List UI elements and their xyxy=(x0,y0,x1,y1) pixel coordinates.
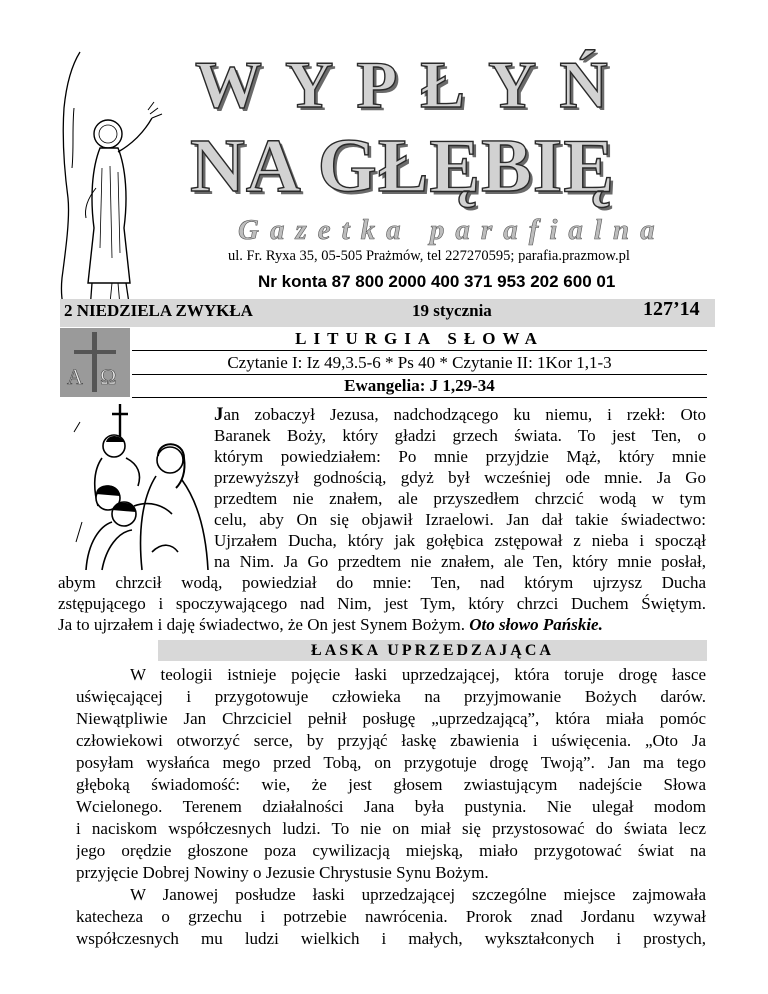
issue-date: 19 stycznia xyxy=(412,301,492,320)
readings: Czytanie I: Iz 49,3.5-6 * Ps 40 * Czytanie II: 1Kor 1,1-3 xyxy=(132,352,707,375)
address: ul. Fr. Ryxa 35, 05-505 Prażmów, tel 227270595; parafia.prazmow.pl xyxy=(228,248,630,264)
title-line1: WYPŁYŃ xyxy=(195,48,631,122)
body-line-6: głęboką świadomość: wie, że jest głosem zwiastującym nadejście Słowa xyxy=(76,775,706,794)
gospel-line-5: przedtem nie znałem, ale przyszedłem chrzcić wodą w tym xyxy=(214,489,706,508)
body-line-4: człowiekowi otworzyć serce, by przyjąć łaskę zbawienia i uświęcenia. „Oto Ja xyxy=(76,731,706,750)
omega-letter: Ω xyxy=(100,364,117,389)
gospel-line-10: zstępującego i spoczywającego nad Nim, jest Tym, który chrzci Duchem Świętym. xyxy=(58,594,706,613)
body-line-9: jego orędzie głoszone poza cywilizacją miejską, miało przygotować świat na xyxy=(76,841,706,860)
saint-illustration xyxy=(52,48,167,323)
title-line2: NA GŁĘBIĘ xyxy=(190,124,616,208)
gospel-line-2: Baranek Boży, który gładzi grzech świata. To jest Ten, o xyxy=(214,426,706,445)
gospel-line-1: Jan zobaczył Jezusa, nadchodzącego ku niemu, i rzekł: Oto xyxy=(214,404,706,425)
body-line-12: katecheza o grzechu i potrzebie nawrócenia. Prorok znad Jordanu wzywał xyxy=(76,907,706,926)
sunday-name: 2 NIEDZIELA ZWYKŁA xyxy=(64,301,253,320)
gospel-reference: Ewangelia: J 1,29-34 xyxy=(132,375,707,398)
bank-account: Nr konta 87 800 2000 400 371 953 202 600 01 xyxy=(258,272,616,291)
subtitle: Gazetka parafialna xyxy=(238,214,666,246)
gospel-line-3: którym powiedziałem: Po mnie przyjdzie Mąż, który mnie xyxy=(214,447,706,466)
body-line-7: Wcielonego. Terenem działalności Jana była pustynia. Nie ulegał modom xyxy=(76,797,706,816)
body-line-8: i naciskom współczesnych ludzi. To nie on miał się przystosować do świata lecz xyxy=(76,819,706,838)
body-line-2: uświęcającej i przygotowuje człowieka na przyjmowanie Bożych darów. xyxy=(76,687,706,706)
section-heading: ŁASKA UPRZEDZAJĄCA xyxy=(158,640,707,661)
gospel-closing: Oto słowo Pańskie. xyxy=(469,615,603,634)
gospel-line-7: Ujrzałem Ducha, który jak gołębica zstępował z nieba i spoczął xyxy=(214,531,706,550)
drop-cap: J xyxy=(214,404,224,425)
gospel-line-4: przewyższył godnością, gdyż był wcześniej ode mnie. Ja Go xyxy=(214,468,706,487)
body-line-5: posyłam wysłańca mego przed Tobą, on przygotuje drogę Twoją”. Jan ma tego xyxy=(76,753,706,772)
alpha-omega-icon xyxy=(60,328,130,397)
body-line-13: współczesnych mu ludzi wielkich i małych, wykształconych i prostych, xyxy=(76,929,706,948)
liturgy-heading: LITURGIA SŁOWA xyxy=(132,328,707,351)
body-line-3: Niewątpliwie Jan Chrzciciel pełnił posługę „uprzedzającą”, która miała pomóc xyxy=(76,709,706,728)
gospel-line-9: abym chrzcił wodą, powiedział do mnie: Ten, nad którym ujrzysz Ducha xyxy=(58,573,706,592)
baptism-illustration xyxy=(72,402,212,574)
issue-number: 127’14 xyxy=(643,298,700,320)
alpha-letter: Α xyxy=(67,364,83,389)
gospel-line-8: na Nim. Ja Go przedtem nie znałem, ale Ten, który mnie posłał, xyxy=(214,552,706,571)
body-line-11: W Janowej posłudze łaski uprzedzającej szczególne miejsce zajmowała xyxy=(130,885,706,904)
cross-symbol-icon xyxy=(60,328,130,397)
body-line-1: W teologii istnieje pojęcie łaski uprzedzającej, która toruje drogę łasce xyxy=(130,665,706,684)
gospel-line-11: Ja to ujrzałem i daję świadectwo, że On jest Synem Bożym. Oto słowo Pańskie. xyxy=(58,615,603,634)
body-line-10: przyjęcie Dobrej Nowiny o Jezusie Chrystusie Synu Bożym. xyxy=(76,863,489,882)
gospel-line-6: celu, aby On się objawił Izraelowi. Jan dał takie świadectwo: xyxy=(214,510,706,529)
